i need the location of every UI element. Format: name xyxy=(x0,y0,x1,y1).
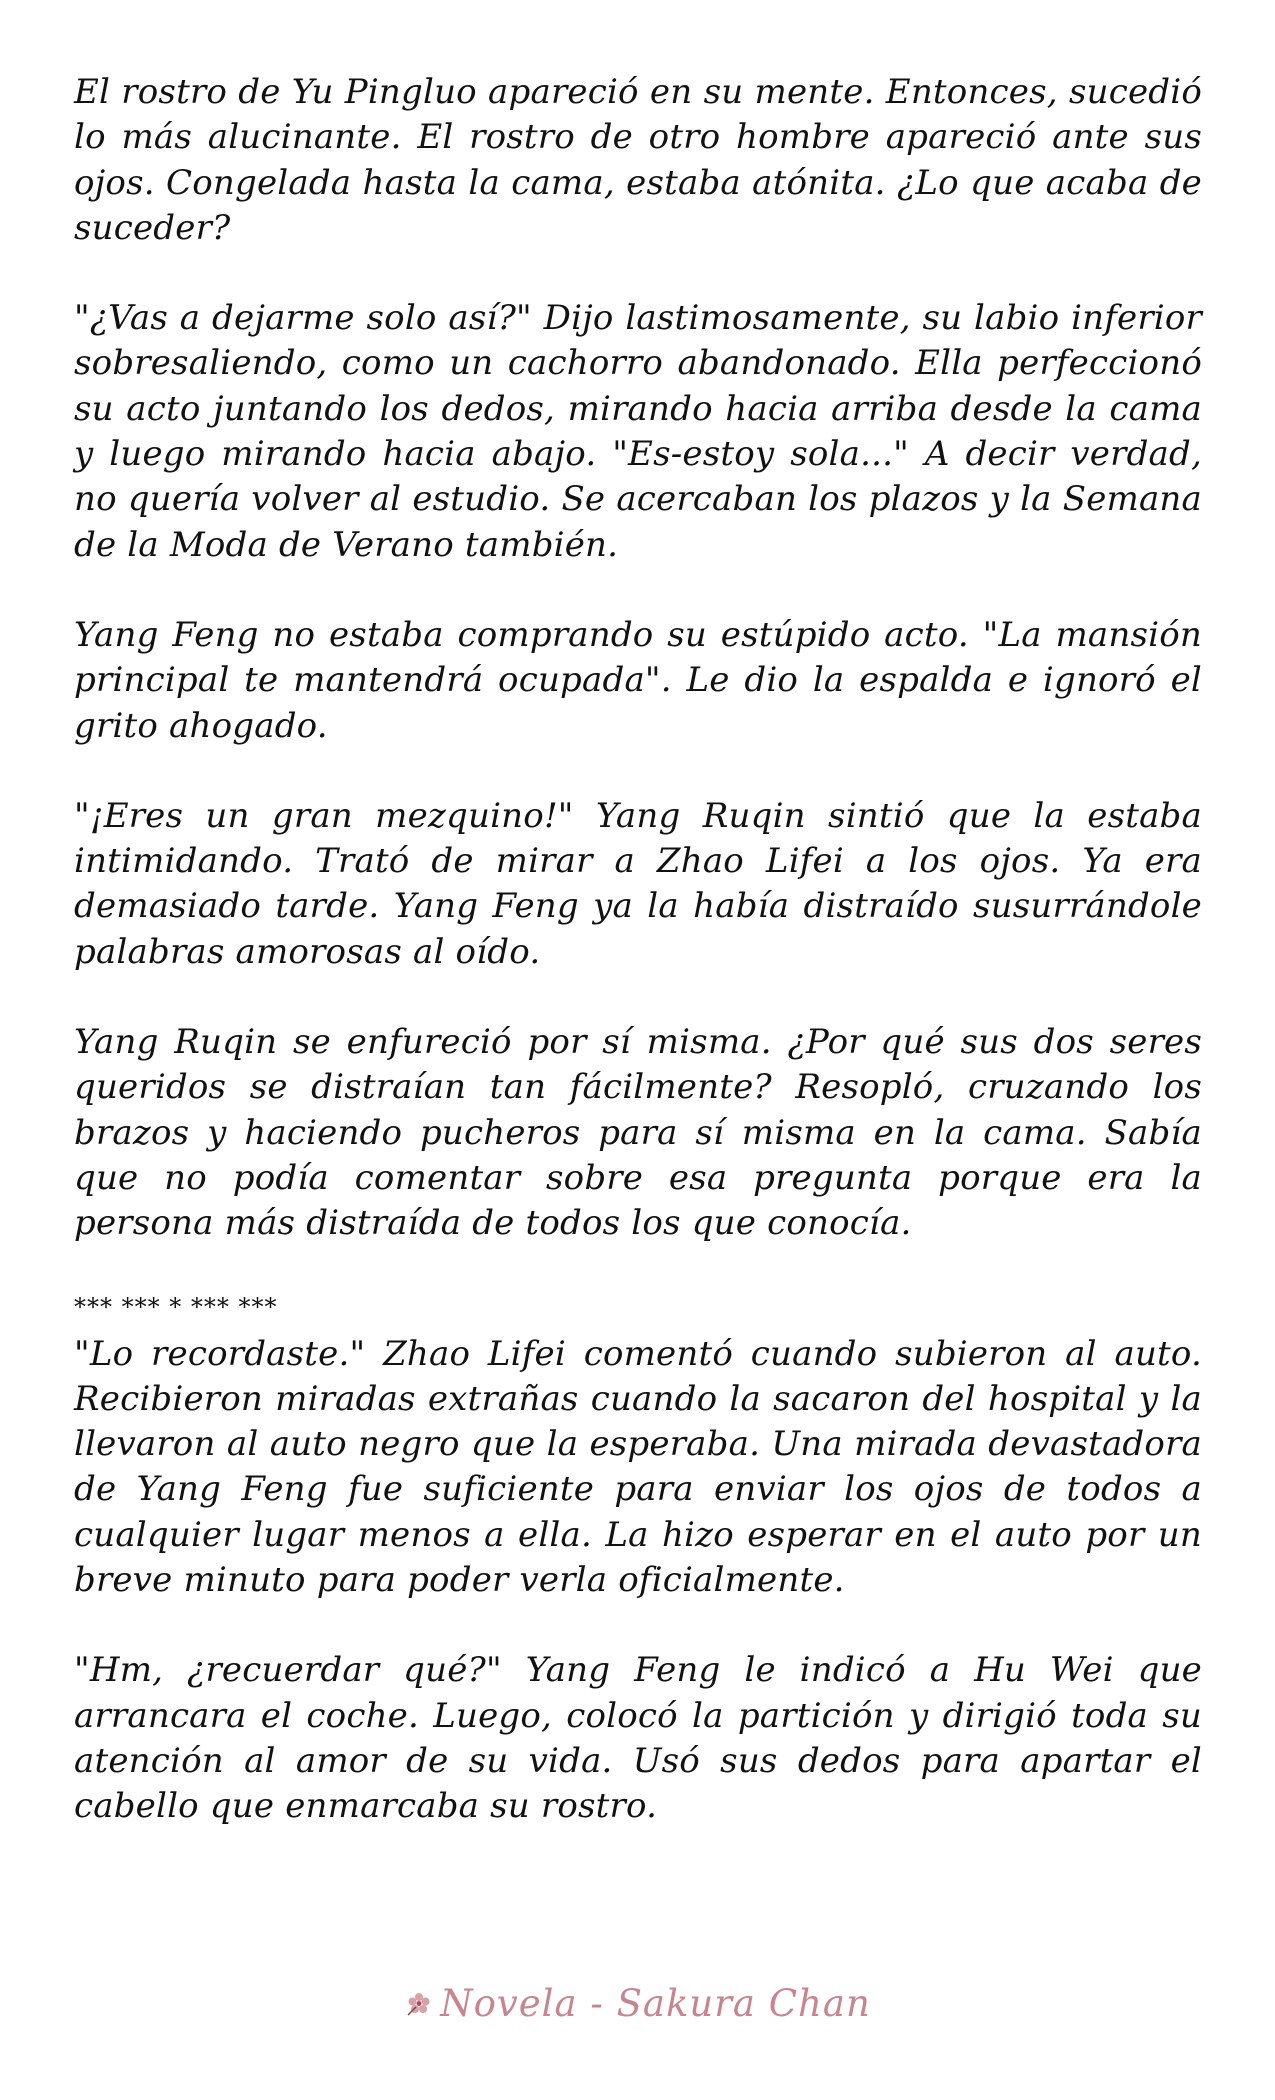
paragraph: El rostro de Yu Pingluo apareció en su mente. Entonces, sucedió lo más alucinante. El rostro de otro hombre apareció ante sus ojos. Congelada hasta la cama, estaba atónita. ¿Lo que acaba de suceder? xyxy=(74,72,1202,248)
paragraph: Yang Ruqin se enfureció por sí misma. ¿Por qué sus dos seres queridos se distraían tan fácilmente? Resopló, cruzando los brazos y haciendo pucheros para sí misma en la cama. Sabía que no podía comentar sobre esa pregunta porque era la persona más distraída de todos los que conocía. xyxy=(74,1022,1202,1244)
paragraph: "Lo recordaste." Zhao Lifei comentó cuando subieron al auto. Recibieron miradas extrañas cuando la sacaron del hospital y la llevaron al auto negro que la esperaba. Una mirada devastadora de Yang Feng fue suficiente para enviar los ojos de todos a cualquier lugar menos a ella. La hizo esperar en el auto por un breve minuto para poder verla oficialmente. xyxy=(74,1333,1202,1601)
paragraph: Yang Feng no estaba comprando su estúpido acto. "La mansión principal te mantendrá ocupada". Le dio la espalda e ignoró el grito ahogado. xyxy=(74,614,1202,746)
paragraph: "¡Eres un gran mezquino!" Yang Ruqin sintió que la estaba intimidando. Trató de mirar a Zhao Lifei a los ojos. Ya era demasiado tarde. Yang Feng ya la había distraído susurrándole palabras amorosas al oído. xyxy=(74,795,1202,972)
paragraph: "¿Vas a dejarme solo así?" Dijo lastimosamente, su labio inferior sobresaliendo, como un cachorro abandonado. Ella perfeccionó su acto juntando los dedos, mirando hacia arriba desde la cama y luego mirando hacia abajo. "Es-estoy sola..." A decir verdad, no quería volver al estudio. Se acercaban los plazos y la Semana de la Moda de Verano también. xyxy=(74,298,1202,565)
paragraph: "Hm, ¿recuerdar qué?" Yang Feng le indicó a Hu Wei que arrancara el coche. Luego, colocó la partición y dirigió toda su atención al amor de su vida. Usó sus dedos para apartar el cabello que enmarcaba su rostro. xyxy=(74,1650,1202,1827)
sakura-blossom-icon xyxy=(404,1985,434,2028)
watermark xyxy=(0,1982,1275,2028)
scene-separator: *** *** * *** *** xyxy=(74,1292,278,1321)
watermark-text: Novela - Sakura Chan xyxy=(440,1982,871,2025)
chapter-text xyxy=(74,70,1202,1830)
